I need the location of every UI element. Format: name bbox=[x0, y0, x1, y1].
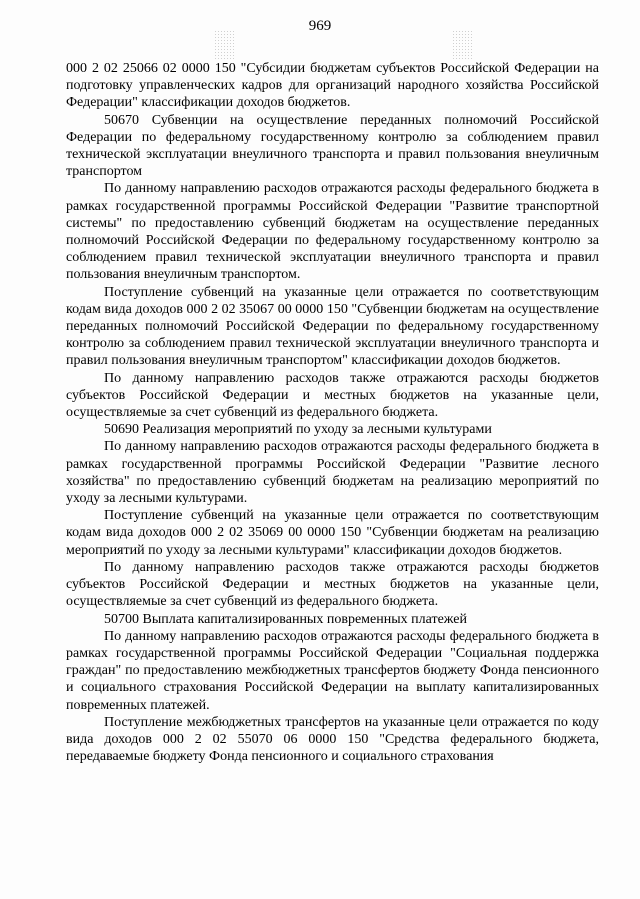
paragraph: По данному направлению расходов отражаются расходы федерального бюджета в рамках государственной программы Российской Федерации "Развитие лесного хозяйства" по предоставлению субвенций бюджетам на реализацию мероприятий по уходу за лесными культурами. bbox=[66, 439, 599, 507]
paragraph: Поступление субвенций на указанные цели отражается по соответствующим кодам вида доходов 000 2 02 35069 00 0000 150 "Субвенции бюджетам на реализацию мероприятий по уходу за лесными культурами" классификации доходов бюджетов. bbox=[66, 508, 599, 558]
page-number: 969 bbox=[308, 18, 332, 34]
section-heading-50670: 50670 Субвенции на осуществление переданных полномочий Российской Федерации по федеральному государственному контролю за соблюдением правил технической эксплуатации внеуличного транспорта и правил пользования внеуличным транспортом bbox=[66, 112, 599, 180]
paragraph-truncated: Поступление межбюджетных трансфертов на указанные цели отражается по коду вида доходов 000 2 02 55070 06 0000 150 "Средства федерального бюджета, передаваемые бюджету Фонда пенсионного и социального страхования bbox=[66, 714, 599, 765]
paragraph: По данному направлению расходов отражаются расходы федерального бюджета в рамках государственной программы Российской Федерации "Развитие транспортной системы" по предоставлению субвенций бюджетам на осуществление переданных полномочий Российской Федерации по федеральному государственному контролю за соблюдением правил технической эксплуатации внеуличного транспорта и правил пользования внеуличным транспортом. bbox=[66, 181, 599, 283]
section-heading-50690: 50690 Реализация мероприятий по уходу за лесными культурами bbox=[104, 422, 492, 438]
paragraph: По данному направлению расходов также отражаются расходы бюджетов субъектов Российской Федерации и местных бюджетов на указанные цели, осуществляемые за счет субвенций из федерального бюджета. bbox=[66, 559, 599, 610]
paragraph: Поступление субвенций на указанные цели отражается по соответствующим кодам вида доходов 000 2 02 35067 00 0000 150 "Субвенции бюджетам на осуществление переданных полномочий Российской Федерации по федеральному государственному контролю за соблюдением правил технической эксплуатации внеуличного транспорта и правил пользования внеуличным транспортом" классификации доходов бюджетов. bbox=[66, 284, 599, 369]
paragraph: По данному направлению расходов также отражаются расходы бюджетов субъектов Российской Федерации и местных бюджетов на указанные цели, осуществляемые за счет субвенций из федерального бюджета. bbox=[66, 370, 599, 421]
document-body bbox=[66, 60, 599, 765]
section-heading-50700: 50700 Выплата капитализированных повременных платежей bbox=[104, 611, 467, 627]
paragraph-continuation: 000 2 02 25066 02 0000 150 "Субсидии бюджетам субъектов Российской Федерации на подготовку управленческих кадров для организаций народного хозяйства Российской Федерации" классификации доходов бюджетов. bbox=[66, 61, 599, 111]
paragraph: По данному направлению расходов отражаются расходы федерального бюджета в рамках государственной программы Российской Федерации "Социальная поддержка граждан" по предоставлению межбюджетных трансфертов бюджету Фонда пенсионного и социального страхования Российской Федерации на выплату капитализированных повременных платежей. bbox=[66, 628, 599, 713]
